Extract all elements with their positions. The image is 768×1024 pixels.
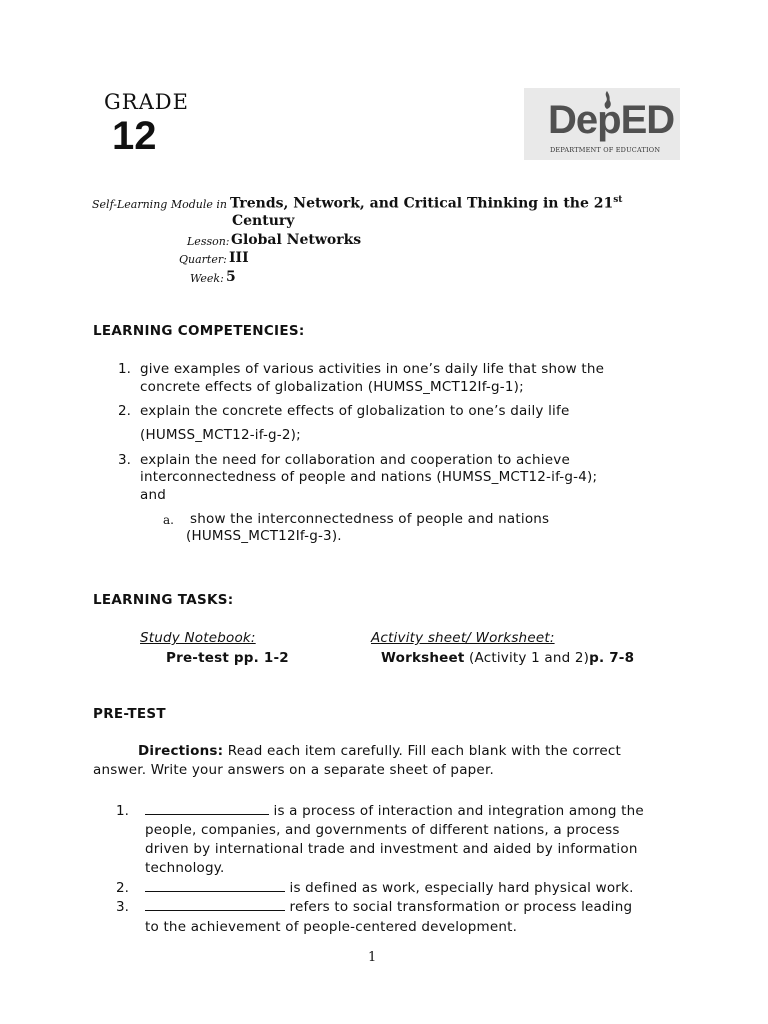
pretest-item-3-num: 3. [116,899,129,915]
lesson-value: Global Networks [231,232,362,248]
pretest-item-1-line1 [145,803,644,819]
sub-item-line2: (HUMSS_MCT12If-g-3). [186,528,342,544]
tasks-heading: LEARNING TASKS: [93,592,234,608]
competency-2-line2: (HUMSS_MCT12-if-g-2); [140,427,301,443]
answer-blank-3[interactable] [145,909,285,911]
grade-number: 12 [112,114,157,158]
directions-label: Directions: [138,743,224,759]
competency-2-line1: explain the concrete effects of globalization to one’s daily life [140,403,570,419]
quarter-value: III [229,250,249,266]
pretest-item-1-line3: driven by international trade and investment and aided by information [145,841,638,857]
module-label: Self-Learning Module in [92,198,227,211]
pretest-item-2-line1 [145,880,634,896]
worksheet-bold: Worksheet [381,650,465,666]
competency-1-num: 1. [118,361,131,377]
sub-item-letter: a. [163,513,174,527]
page-number: 1 [368,950,377,965]
pretest-item-1-text: is a process of interaction and integration among the [273,803,644,819]
week-label: Week: [190,272,224,285]
lesson-label: Lesson: [187,235,230,248]
competency-1-line1: give examples of various activities in one’s daily life that show the [140,361,605,377]
grade-label: GRADE [104,90,189,114]
pretest-item-1-num: 1. [116,803,129,819]
pretest-item-2-num: 2. [116,880,129,896]
worksheet-pages: p. 7-8 [589,650,635,666]
directions-line1 [138,743,621,759]
competency-2-num: 2. [118,403,131,419]
pretest-item-3-line1 [145,899,632,915]
answer-blank-2[interactable] [145,890,285,892]
sub-item-line1: show the interconnectedness of people and nations [190,511,550,527]
directions-text1: Read each item carefully. Fill each blank with the correct [227,743,622,759]
competency-1-line2: concrete effects of globalization (HUMSS_MCT12If-g-1); [140,379,524,395]
competencies-heading: LEARNING COMPETENCIES: [93,323,305,339]
worksheet-value [381,650,634,666]
quarter-label: Quarter: [179,253,227,266]
pretest-item-1-line2: people, companies, and governments of different nations, a process [145,822,620,838]
competency-3-line1: explain the need for collaboration and cooperation to achieve [140,452,570,468]
answer-blank-1[interactable] [145,813,269,815]
activity-sheet-label: Activity sheet/ Worksheet: [371,630,555,646]
pretest-item-1-line4: technology. [145,860,225,876]
subject-line2: Century [232,213,295,229]
pretest-item-3-line2: to the achievement of people-centered development. [145,919,518,935]
study-notebook-value: Pre-test pp. 1-2 [166,650,289,666]
pretest-item-3-text: refers to social transformation or process leading [289,899,633,915]
study-notebook-label: Study Notebook: [140,630,256,646]
subject-sup: st [613,195,623,205]
pretest-item-2-text: is defined as work, especially hard physical work. [289,880,634,896]
competency-3-line3: and [140,487,166,503]
directions-line2: answer. Write your answers on a separate sheet of paper. [93,762,494,778]
logo-subtext: DEPARTMENT OF EDUCATION [550,146,661,154]
subject-line1: Trends, Network, and Critical Thinking in the 21 [230,195,614,212]
subject-title [230,195,622,212]
competency-3-line2: interconnectedness of people and nations (HUMSS_MCT12-if-g-4); [140,469,598,485]
worksheet-activities: (Activity 1 and 2) [469,650,590,666]
week-value: 5 [226,269,236,285]
logo-text: DepED [548,98,675,142]
competency-3-num: 3. [118,452,131,468]
pretest-heading: PRE-TEST [93,706,166,722]
deped-logo [524,88,680,160]
